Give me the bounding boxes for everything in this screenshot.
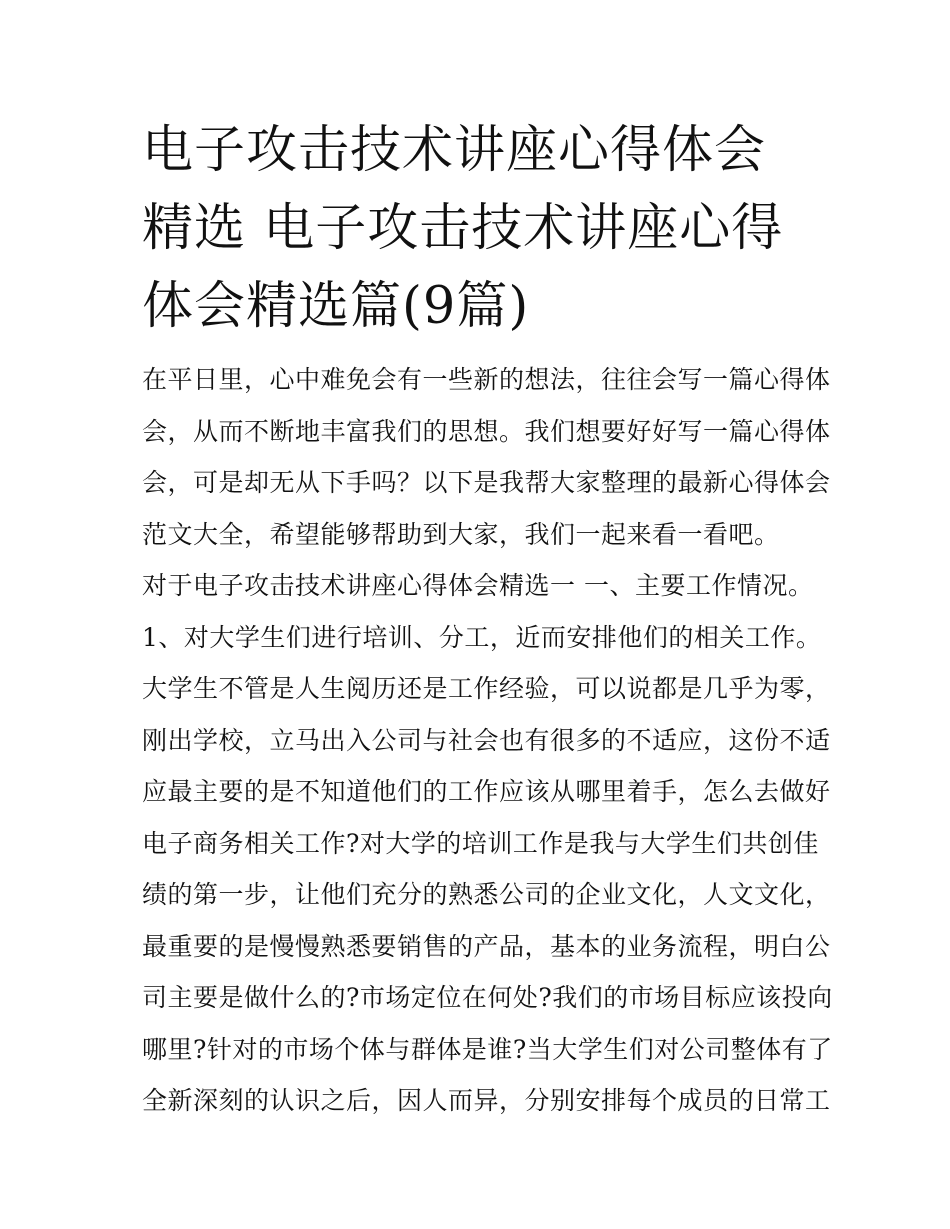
body-line: 范文大全，希望能够帮助到大家，我们一起来看一看吧。 [142, 519, 780, 549]
body-line: 大学生不管是人生阅历还是工作经验，可以说都是几乎为零， [142, 674, 831, 703]
body-line: 最重要的是慢慢熟悉要销售的产品，基本的业务流程，明白公 [142, 931, 831, 961]
body-line: 全新深刻的认识之后，因人而异，分别安排每个成员的日常工 [142, 1086, 831, 1115]
body-line: 司主要是做什么的?市场定位在何处?我们的市场目标应该投向 [142, 983, 833, 1012]
body-line: 对于电子攻击技术讲座心得体会精选一 一、主要工作情况。 [142, 571, 814, 600]
document-title: 电子攻击技术讲座心得体会精选 电子攻击技术讲座心得体会精选篇(9篇) [142, 121, 784, 336]
body-line: 哪里?针对的市场个体与群体是谁?当大学生们对公司整体有了 [142, 1034, 833, 1064]
body-line: 绩的第一步，让他们充分的熟悉公司的企业文化，人文文化， [142, 880, 831, 909]
document-body [142, 354, 833, 1127]
body-line: 电子商务相关工作?对大学的培训工作是我与大学生们共创佳 [142, 828, 819, 858]
body-line: 会，从而不断地丰富我们的思想。我们想要好好写一篇心得体 [142, 416, 831, 446]
body-line: 应最主要的是不知道他们的工作应该从哪里着手，怎么去做好 [142, 777, 831, 806]
body-line: 会，可是却无从下手吗？以下是我帮大家整理的最新心得体会 [142, 468, 831, 497]
body-line: 在平日里，心中难免会有一些新的想法，往往会写一篇心得体 [142, 365, 831, 394]
document-page [142, 112, 833, 1127]
body-line: 1、对大学生们进行培训、分工，近而安排他们的相关工作。 [142, 622, 822, 652]
body-line: 刚出学校，立马出入公司与社会也有很多的不适应，这份不适 [142, 725, 831, 755]
